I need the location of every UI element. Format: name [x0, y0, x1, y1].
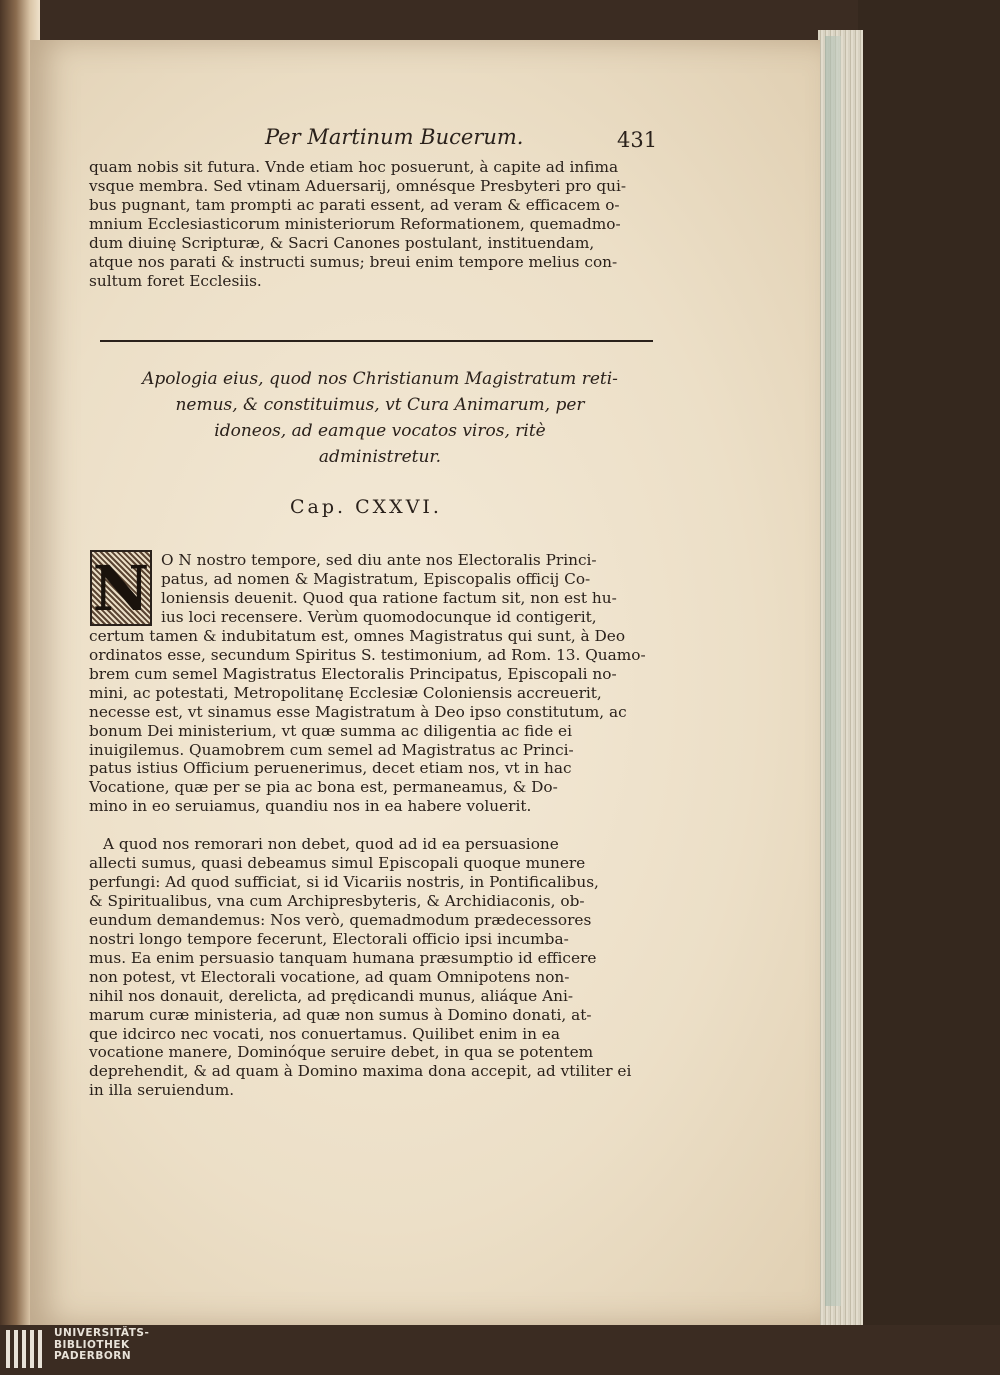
text-line: in illa seruiendum. — [89, 1081, 235, 1100]
running-head: Per Martinum Bucerum. — [265, 125, 524, 149]
text-line: nihil nos donauit, derelicta, ad prędicandi munus, aliáque Ani- — [89, 986, 574, 1005]
library-logo-icon — [6, 1330, 42, 1368]
text-line: certum tamen & indubitatum est, omnes Magistratus qui sunt, à Deo — [89, 626, 626, 645]
heading-line: idoneos, ad eamque vocatos viros, ritè — [214, 421, 546, 441]
text-line: mus. Ea enim persuasio tanquam humana præsumptio id efficere — [89, 948, 597, 967]
text-line: A quod nos remorari non debet, quod ad id ea persuasione — [103, 835, 559, 853]
text-line: nostri longo tempore fecerunt, Electorali officio ipsi incumba- — [89, 929, 569, 948]
text-line: vocatione manere, Dominóque seruire debet, in qua se potentem — [89, 1043, 594, 1062]
paragraph-second — [89, 835, 649, 1100]
text-line: brem cum semel Magistratus Electoralis Principatus, Episcopali no- — [89, 664, 617, 683]
text-line: patus, ad nomen & Magistratum, Episcopalis officij Co- — [161, 569, 591, 588]
text-line: non potest, vt Electorali vocatione, ad quam Omnipotens non- — [89, 967, 570, 986]
text-line: mino in eo seruiamus, quandiu nos in ea habere voluerit. — [89, 797, 532, 816]
logo-line: UNIVERSITÄTS- — [54, 1327, 150, 1339]
text-line: perfungi: Ad quod sufficiat, si id Vicariis nostris, in Pontificalibus, — [89, 872, 599, 891]
text-line: atque nos parati & instructi sumus; breui enim tempore melius con- — [89, 252, 618, 271]
text-line: que idcirco nec vocati, nos conuertamus. Quilibet enim in ea — [89, 1024, 560, 1043]
text-line: Vocatione, quæ per se pia ac bona est, permaneamus, & Do- — [89, 778, 558, 797]
text-line: allecti sumus, quasi debeamus simul Episcopali quoque munere — [89, 853, 586, 872]
initial-letter: N — [92, 551, 150, 625]
text-line: inuigilemus. Quamobrem cum semel ad Magistratus ac Princi- — [89, 740, 574, 759]
page-fore-edge-tint — [825, 36, 841, 1306]
chapter-number: Cap. CXXVI. — [290, 496, 442, 518]
paragraph-main — [89, 551, 649, 816]
text-line: marum curæ ministeria, ad quæ non sumus à Domino donati, at- — [89, 1005, 592, 1024]
text-line: mnium Ecclesiasticorum ministeriorum Reformationem, quemadmo- — [89, 214, 621, 233]
text-line: eundum demandemus: Nos verò, quemadmodum prædecessores — [89, 910, 592, 929]
page-number: 431 — [617, 128, 658, 152]
text-line: mini, ac potestati, Metropolitanę Ecclesiæ Coloniensis accreuerit, — [89, 683, 602, 702]
text-line: necesse est, vt sinamus esse Magistratum à Deo ipso constitutum, ac — [89, 702, 627, 721]
section-heading — [100, 366, 660, 470]
heading-line: Apologia eius, quod nos Christianum Magistratum reti- — [142, 369, 618, 389]
section-rule — [100, 340, 653, 342]
text-line: patus istius Officium peruenerimus, decet etiam nos, vt in hac — [89, 759, 572, 778]
text-line: & Spiritualibus, vna cum Archipresbyteris, & Archidiaconis, ob- — [89, 891, 585, 910]
paragraph-top — [89, 158, 649, 291]
text-line: ius loci recensere. Verùm quomodocunque id contigerit, — [161, 607, 597, 626]
text-line: bonum Dei ministerium, vt quæ summa ac diligentia ac fide ei — [89, 721, 572, 740]
book-cover-edge — [858, 0, 1000, 1325]
text-line: vsque membra. Sed vtinam Aduersarij, omnésque Presbyteri pro qui- — [89, 176, 627, 195]
library-footer — [0, 1325, 1000, 1375]
text-line: deprehendit, & ad quam à Domino maxima dona accepit, ad vtiliter ei — [89, 1062, 632, 1081]
logo-line: BIBLIOTHEK — [54, 1338, 130, 1351]
heading-line: nemus, & constituimus, vt Cura Animarum, per — [175, 395, 585, 415]
text-line: bus pugnant, tam prompti ac parati essent, ad veram & efficacem o- — [89, 195, 620, 214]
logo-line: PADERBORN — [54, 1350, 132, 1362]
text-line: sultum foret Ecclesiis. — [89, 271, 262, 290]
text-line: O N nostro tempore, sed diu ante nos Electoralis Princi- — [161, 551, 597, 569]
text-line: dum diuinę Scripturæ, & Sacri Canones postulant, instituendam, — [89, 233, 595, 252]
text-line: loniensis deuenit. Quod qua ratione factum sit, non est hu- — [161, 588, 617, 607]
library-logo-text — [54, 1328, 149, 1363]
heading-line: administretur. — [318, 447, 442, 467]
text-line: ordinatos esse, secundum Spiritus S. testimonium, ad Rom. 13. Quamo- — [89, 645, 646, 664]
text-line: quam nobis sit futura. Vnde etiam hoc posuerunt, à capite ad infima — [89, 158, 619, 176]
